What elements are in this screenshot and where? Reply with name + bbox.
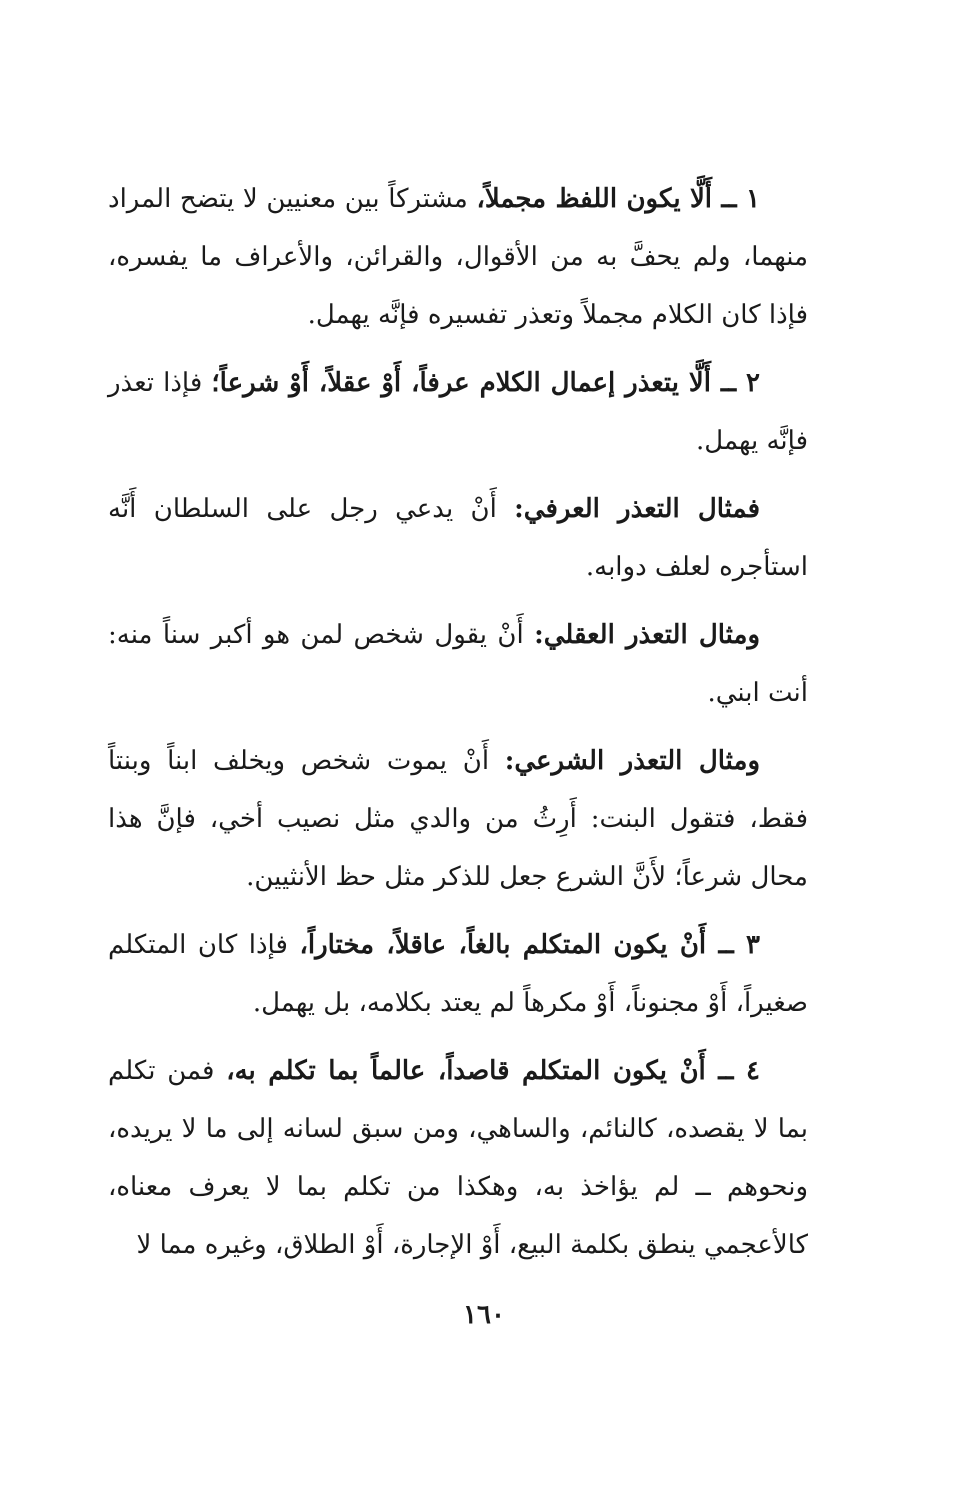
page-number: ١٦٠ (463, 1300, 505, 1330)
paragraph-lead: ٢ ــ أَلَّا يتعذر إعمال الكلام عرفاً، أَوْ عقلاً، أَوْ شرعاً؛ (211, 368, 761, 398)
paragraph-condition-4 (108, 1042, 808, 1274)
paragraph-lead: ١ ــ أَلَّا يكون اللفظ مجملاً، (476, 184, 760, 214)
paragraph-lead: ومثال التعذر الشرعي: (504, 746, 760, 776)
paragraph-condition-1 (108, 170, 808, 344)
paragraph-example-customary (108, 480, 808, 596)
paragraph-lead: فمثال التعذر العرفي: (514, 494, 760, 524)
paragraph-lead: ومثال التعذر العقلي: (534, 620, 760, 650)
paragraph-condition-3 (108, 916, 808, 1032)
paragraph-text: فمن تكلم بما لا يقصده، كالنائم، والساهي، ومن سبق لسانه إلى ما لا يريده، ونحوهم ــ لم يؤاخذ به، وهكذا من تكلم بما لا يعرف معناه، كالأعجمي ينطق بكلمة البيع، أَوْ الإجارة، أَوْ الطلاق، وغيره مما لا (108, 1056, 809, 1260)
paragraph-lead: ٣ ــ أَنْ يكون المتكلم بالغاً، عاقلاً، مختاراً، (299, 930, 760, 960)
paragraph-condition-2 (108, 354, 808, 470)
paragraph-text: فإذا تعذر فإنَّه يهمل. (108, 368, 808, 456)
paragraph-example-rational (108, 606, 808, 722)
paragraph-example-legal (108, 732, 808, 906)
page-body (108, 170, 808, 1284)
paragraph-text: فإذا كان المتكلم صغيراً، أَوْ مجنوناً، أَوْ مكرهاً لم يعتد بكلامه، بل يهمل. (108, 930, 808, 1018)
paragraph-lead: ٤ ــ أَنْ يكون المتكلم قاصداً، عالماً بما تكلم به، (226, 1056, 760, 1086)
paragraph-text: أَنْ يقول شخص لمن هو أكبر سناً منه: أنت ابني. (108, 620, 808, 708)
paragraph-text: أَنْ يموت شخص ويخلف ابناً وبنتاً فقط، فتقول البنت: أَرِثُ من والدي مثل نصيب أخي، فإنَّ هذا محال شرعاً؛ لأَنَّ الشرع جعل للذكر مثل حظ الأنثيين. (108, 746, 808, 892)
paragraph-text: أَنْ يدعي رجل على السلطان أَنَّه استأجره لعلف دوابه. (108, 494, 808, 582)
paragraph-text: مشتركاً بين معنيين لا يتضح المراد منهما، ولم يحفَّ به من الأقوال، والقرائن، والأعراف ما يفسره، فإذا كان الكلام مجملاً وتعذر تفسيره فإنَّه يهمل. (108, 184, 808, 330)
